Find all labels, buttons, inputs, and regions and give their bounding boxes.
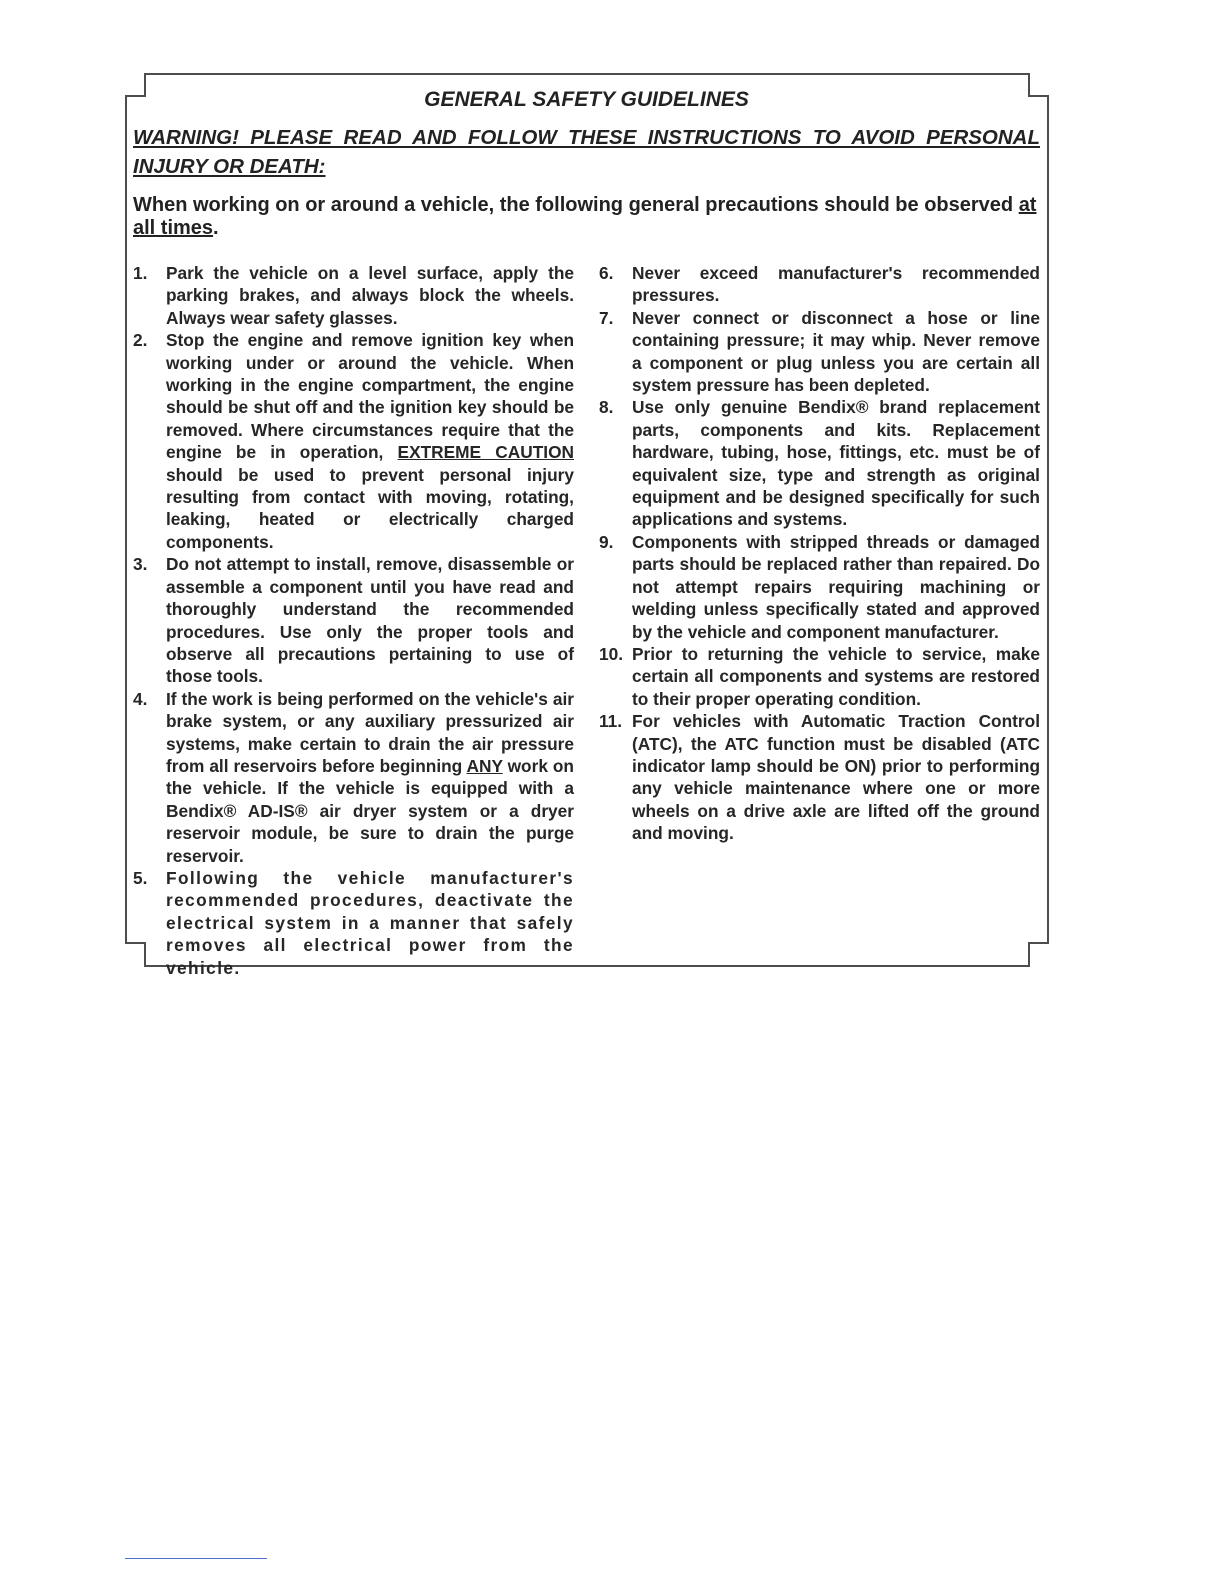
item-text-underlined: EXTREME CAUTION <box>397 442 575 463</box>
guidelines-columns <box>133 262 1040 979</box>
item-text-part: should be used to prevent personal injury resulting from contact with moving, rotating, leaking, heated or electrically charged components. <box>166 464 574 552</box>
list-item-9 <box>599 531 1040 643</box>
list-item-4 <box>133 688 574 867</box>
intro-text <box>133 194 1040 240</box>
list-item-10 <box>599 643 1040 710</box>
intro-main: When working on or around a vehicle, the following general precautions should be observed <box>133 194 1019 216</box>
item-text: Components with stripped threads or damaged parts should be replaced rather than repaired. Do not attempt repairs requiring machining or welding unless specifically stated and approved by the vehicle and component manufacturer. <box>632 531 1040 642</box>
item-text: Never exceed manufacturer's recommended pressures. <box>632 263 1040 306</box>
item-number: 3. <box>133 554 148 575</box>
page-title: GENERAL SAFETY GUIDELINES <box>424 88 749 111</box>
item-number: 9. <box>599 531 614 552</box>
item-text: Use only genuine Bendix® brand replacement parts, components and kits. Replacement hardware, tubing, hose, fittings, etc. must be of equivalent size, type and strength as original equipment and be designed specifically for such applications and systems. <box>632 397 1040 530</box>
list-item-3 <box>133 553 574 687</box>
item-text: Never connect or disconnect a hose or line containing pressure; it may whip. Never remove a component or plug unless you are certain all system pressure has been depleted. <box>632 307 1040 396</box>
item-text <box>166 688 574 867</box>
item-number: 4. <box>133 688 148 709</box>
intro-underlined: at all times <box>133 194 1037 239</box>
item-number: 8. <box>599 397 614 418</box>
item-text-part: work on the vehicle. If the vehicle is equipped with a Bendix® AD-IS® air dryer system or a dryer reservoir module, be sure to drain the purge reservoir. <box>166 755 574 866</box>
item-number: 6. <box>599 263 614 283</box>
list-item-7 <box>599 307 1040 397</box>
item-number: 2. <box>133 330 148 351</box>
item-text: For vehicles with Automatic Traction Control (ATC), the ATC function must be disabled (ATC indicator lamp should be ON) prior to performing any vehicle maintenance where one or more wheels on a drive axle are lifted off the ground and moving. <box>632 711 1040 844</box>
list-item-2 <box>133 329 574 553</box>
item-number: 10. <box>599 643 624 664</box>
item-text: Do not attempt to install, remove, disassemble or assemble a component until you have read and thoroughly understand the recommended procedures. Use only the proper tools and observe all precautions pertaining to use of those tools. <box>166 554 574 687</box>
item-text-underlined: ANY <box>466 755 503 776</box>
item-number: 5. <box>133 867 148 888</box>
item-text: Following the vehicle manufacturer's recommended procedures, deactivate the electrical system in a manner that safely removes all electrical power from the vehicle. <box>166 867 574 978</box>
warning-text: WARNING! PLEASE READ AND FOLLOW THESE INSTRUCTIONS TO AVOID PERSONAL INJURY OR DEATH: <box>133 126 1040 178</box>
list-item-5 <box>133 867 574 979</box>
footnote-rule <box>125 1558 267 1559</box>
right-column <box>599 262 1040 979</box>
list-item-1 <box>133 262 574 329</box>
item-text: Prior to returning the vehicle to service, make certain all components and systems are restored to their proper operating condition. <box>632 643 1040 709</box>
left-column <box>133 262 574 979</box>
safety-guidelines-panel <box>124 72 1050 978</box>
list-item-8 <box>599 396 1040 530</box>
item-text <box>166 329 574 553</box>
item-text-part: If the work is being performed on the vehicle's air brake system, or any auxiliary pressurized air systems, make certain to drain the air pressure from all reservoirs before beginning <box>166 688 574 776</box>
item-text: Park the vehicle on a level surface, apply the parking brakes, and always block the wheels. Always wear safety glasses. <box>166 263 574 328</box>
item-number: 7. <box>599 307 614 328</box>
item-number: 11. <box>599 711 623 732</box>
item-number: 1. <box>133 263 148 283</box>
panel-content <box>133 86 1040 978</box>
intro-end: . <box>213 217 219 239</box>
list-item-6 <box>599 262 1040 307</box>
item-text-part: Stop the engine and remove ignition key when working under or around the vehicle. When working in the engine compartment, the engine should be shut off and the ignition key should be removed. Where circumstances require that the engine be in operation, <box>166 330 574 463</box>
list-item-11 <box>599 710 1040 844</box>
